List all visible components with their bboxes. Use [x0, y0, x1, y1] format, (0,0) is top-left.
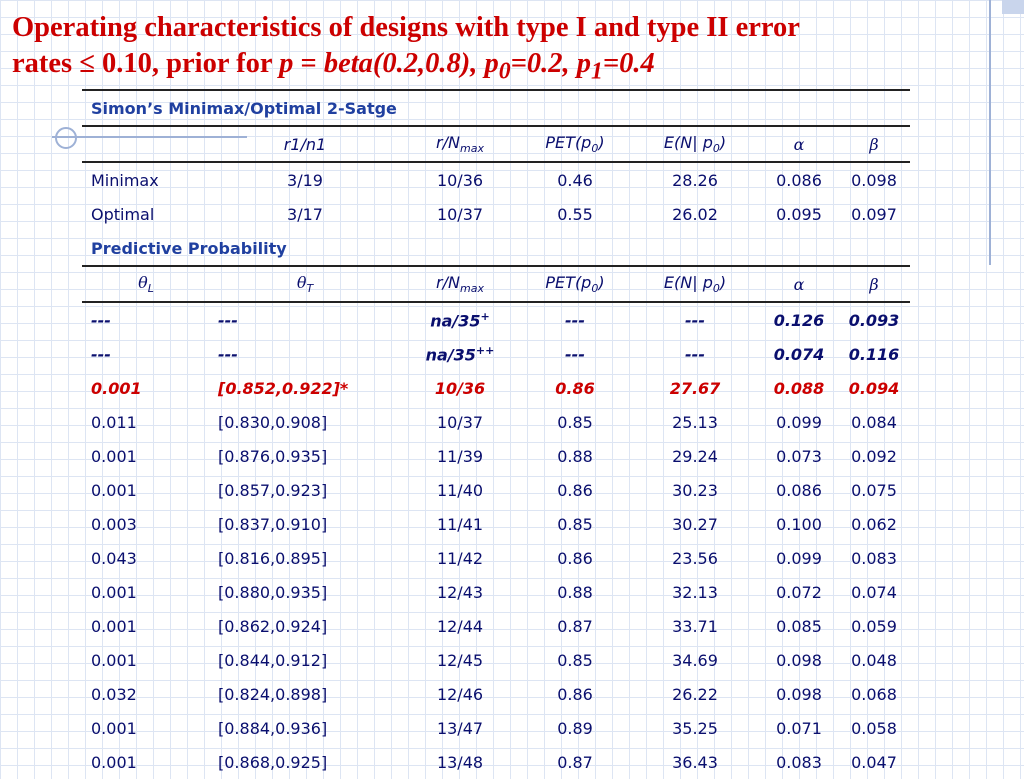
cell-rn: 12/45: [436, 650, 484, 670]
cell-rn: 11/40: [436, 480, 484, 500]
cell-rn: 11/39: [436, 446, 484, 466]
table-row: [82, 302, 910, 337]
pp-column-headers: [82, 266, 910, 302]
cell-thetaL: 0.001: [91, 616, 137, 636]
table-row: [82, 473, 910, 507]
slide-title: [12, 10, 1002, 90]
cell-thetaT: [0.844,0.912]: [218, 650, 328, 670]
decorative-circle: [55, 127, 77, 149]
cell-alpha: 0.088: [773, 378, 825, 398]
cell-pet: 0.46: [557, 170, 593, 190]
table-row: [82, 745, 910, 779]
cell-pet: 0.86: [557, 480, 593, 500]
table-row: [82, 162, 910, 197]
title-p0-val: =0.2, p: [510, 48, 592, 79]
cell-alpha: 0.086: [776, 480, 822, 500]
cell-alpha: 0.074: [773, 344, 825, 364]
cell-beta: 0.093: [848, 310, 900, 330]
header-beta: β: [838, 126, 910, 162]
cell-alpha: 0.085: [776, 616, 822, 636]
cell-thetaL: 0.003: [91, 514, 137, 534]
table-row: [82, 575, 910, 609]
cell-pet: 0.88: [557, 446, 593, 466]
design-table: [82, 89, 910, 779]
cell-beta: 0.075: [851, 480, 897, 500]
cell-beta: 0.048: [851, 650, 897, 670]
cell-alpha: 0.126: [773, 310, 825, 330]
header-alpha: α: [760, 266, 838, 302]
header-beta: β: [838, 266, 910, 302]
cell-thetaL: 0.001: [91, 650, 137, 670]
cell-rn: 10/36: [436, 170, 484, 190]
cell-design: Optimal: [91, 204, 155, 224]
cell-pet: 0.88: [557, 582, 593, 602]
header-alpha: α: [760, 126, 838, 162]
title-p: p: [279, 48, 294, 79]
cell-en: 26.22: [672, 684, 718, 704]
cell-rn: 12/43: [436, 582, 484, 602]
cell-thetaL: 0.001: [91, 752, 137, 772]
cell-beta: 0.097: [851, 204, 897, 224]
title-line-2: [12, 46, 1002, 90]
cell-alpha: 0.098: [776, 684, 822, 704]
cell-design: Minimax: [91, 170, 159, 190]
cell-rn: 13/48: [436, 752, 484, 772]
cell-en: 35.25: [672, 718, 718, 738]
header-rn: $r/N_{max}$: [400, 126, 520, 162]
header-en: E(N| $p_0$): [630, 126, 760, 162]
cell-thetaL: 0.001: [91, 378, 142, 398]
cell-beta: 0.047: [851, 752, 897, 772]
cell-alpha: 0.098: [776, 650, 822, 670]
cell-rn: na/35++: [425, 343, 495, 365]
title-line-1: Operating characteristics of designs with type I and type II error: [12, 12, 800, 43]
cell-alpha: 0.083: [776, 752, 822, 772]
cell-rn: 10/37: [436, 204, 484, 224]
cell-rn: 10/36: [434, 378, 486, 398]
cell-alpha: 0.099: [776, 412, 822, 432]
cell-en: 23.56: [672, 548, 718, 568]
cell-alpha: 0.100: [776, 514, 822, 534]
cell-en: 27.67: [669, 378, 721, 398]
cell-thetaT: [0.824,0.898]: [218, 684, 328, 704]
table-row: [82, 439, 910, 473]
cell-rn: 13/47: [436, 718, 484, 738]
cell-pet: 0.86: [555, 378, 595, 398]
table-row: [82, 405, 910, 439]
table-row-highlight: [82, 371, 910, 405]
cell-beta: 0.068: [851, 684, 897, 704]
cell-beta: 0.092: [851, 446, 897, 466]
cell-rn: 11/42: [436, 548, 484, 568]
cell-en: ---: [685, 344, 705, 364]
cell-rn: 10/37: [436, 412, 484, 432]
cell-alpha: 0.095: [776, 204, 822, 224]
title-p1-sub: 1: [591, 58, 603, 85]
cell-pet: 0.55: [557, 204, 593, 224]
cell-thetaT: [0.852,0.922]*: [218, 378, 349, 398]
table-row: [82, 643, 910, 677]
cell-thetaT: [0.837,0.910]: [218, 514, 328, 534]
header-pet: $PET(p_0)$: [520, 126, 630, 162]
cell-en: ---: [685, 310, 705, 330]
cell-en: 29.24: [672, 446, 718, 466]
title-prior: [323, 48, 655, 85]
cell-thetaL: 0.001: [91, 480, 137, 500]
cell-en: 33.71: [672, 616, 718, 636]
cell-en: 28.26: [672, 170, 718, 190]
cell-alpha: 0.071: [776, 718, 822, 738]
table-row: [82, 541, 910, 575]
cell-pet: 0.85: [557, 514, 593, 534]
cell-r1n1: 3/17: [287, 204, 323, 224]
cell-pet: 0.87: [557, 616, 593, 636]
cell-beta: 0.116: [848, 344, 900, 364]
table-row: [82, 609, 910, 643]
cell-en: 26.02: [672, 204, 718, 224]
section-pp-header: [82, 231, 910, 266]
cell-alpha: 0.072: [776, 582, 822, 602]
cell-thetaT: [0.862,0.924]: [218, 616, 328, 636]
table-row: [82, 337, 910, 371]
cell-pet: 0.87: [557, 752, 593, 772]
cell-beta: 0.098: [851, 170, 897, 190]
header-pet: $PET(p_0)$: [520, 266, 630, 302]
header-en: E(N| $p_0$): [630, 266, 760, 302]
cell-r1n1: 3/19: [287, 170, 323, 190]
cell-beta: 0.062: [851, 514, 897, 534]
cell-thetaT: [0.857,0.923]: [218, 480, 328, 500]
cell-rn: 12/46: [436, 684, 484, 704]
cell-thetaL: ---: [91, 310, 111, 330]
cell-thetaL: 0.032: [91, 684, 137, 704]
cell-thetaT: [0.876,0.935]: [218, 446, 328, 466]
cell-en: 36.43: [672, 752, 718, 772]
header-thetaL: $\theta_L$: [82, 266, 210, 302]
cell-alpha: 0.073: [776, 446, 822, 466]
cell-thetaT: [0.830,0.908]: [218, 412, 328, 432]
cell-pet: 0.85: [557, 412, 593, 432]
cell-thetaL: ---: [91, 344, 111, 364]
cell-thetaL: 0.011: [91, 412, 137, 432]
cell-rn: 12/44: [436, 616, 484, 636]
header-thetaT: $\theta_T$: [210, 266, 400, 302]
cell-en: 34.69: [672, 650, 718, 670]
cell-pet: 0.85: [557, 650, 593, 670]
cell-thetaL: 0.043: [91, 548, 137, 568]
cell-alpha: 0.086: [776, 170, 822, 190]
simon-column-headers: [82, 126, 910, 162]
cell-thetaT: [0.884,0.936]: [218, 718, 328, 738]
cell-en: 30.23: [672, 480, 718, 500]
title-prefix: rates ≤ 0.10, prior for: [12, 48, 280, 79]
header-rn: $r/N_{max}$: [400, 266, 520, 302]
cell-thetaL: 0.001: [91, 718, 137, 738]
cell-thetaT: [0.880,0.935]: [218, 582, 328, 602]
cell-pet: 0.86: [557, 684, 593, 704]
section-pp-title: Predictive Probability: [91, 238, 287, 258]
cell-en: 25.13: [672, 412, 718, 432]
cell-thetaL: 0.001: [91, 446, 137, 466]
cell-pet: 0.89: [557, 718, 593, 738]
cell-beta: 0.074: [851, 582, 897, 602]
cell-thetaT: [0.816,0.895]: [218, 548, 328, 568]
cell-beta: 0.083: [851, 548, 897, 568]
cell-thetaT: ---: [218, 344, 238, 364]
cell-thetaL: 0.001: [91, 582, 137, 602]
cell-beta: 0.059: [851, 616, 897, 636]
title-p0-sub: 0: [498, 58, 511, 85]
cell-beta: 0.058: [851, 718, 897, 738]
cell-en: 32.13: [672, 582, 718, 602]
table-row: [82, 507, 910, 541]
cell-pet: 0.86: [557, 548, 593, 568]
table-row: [82, 711, 910, 745]
table-row: [82, 197, 910, 231]
section-simon-header: [82, 90, 910, 126]
cell-alpha: 0.099: [776, 548, 822, 568]
cell-rn: 11/41: [436, 514, 484, 534]
cell-thetaT: ---: [218, 310, 238, 330]
title-p1-val: =0.4: [602, 48, 655, 79]
cell-pet: ---: [565, 310, 585, 330]
header-r1n1: r1/n1: [210, 126, 400, 162]
cell-thetaT: [0.868,0.925]: [218, 752, 328, 772]
cell-beta: 0.094: [848, 378, 900, 398]
decorative-corner-bar: [1002, 0, 1024, 14]
cell-beta: 0.084: [851, 412, 897, 432]
title-equals: =: [293, 48, 324, 79]
table-row: [82, 677, 910, 711]
title-beta: beta(0.2,0.8), p: [323, 48, 499, 79]
section-simon-title: Simon’s Minimax/Optimal 2-Satge: [82, 90, 910, 126]
cell-en: 30.27: [672, 514, 718, 534]
cell-pet: ---: [565, 344, 585, 364]
header-design: [82, 126, 210, 162]
cell-rn: na/35+: [430, 309, 490, 331]
